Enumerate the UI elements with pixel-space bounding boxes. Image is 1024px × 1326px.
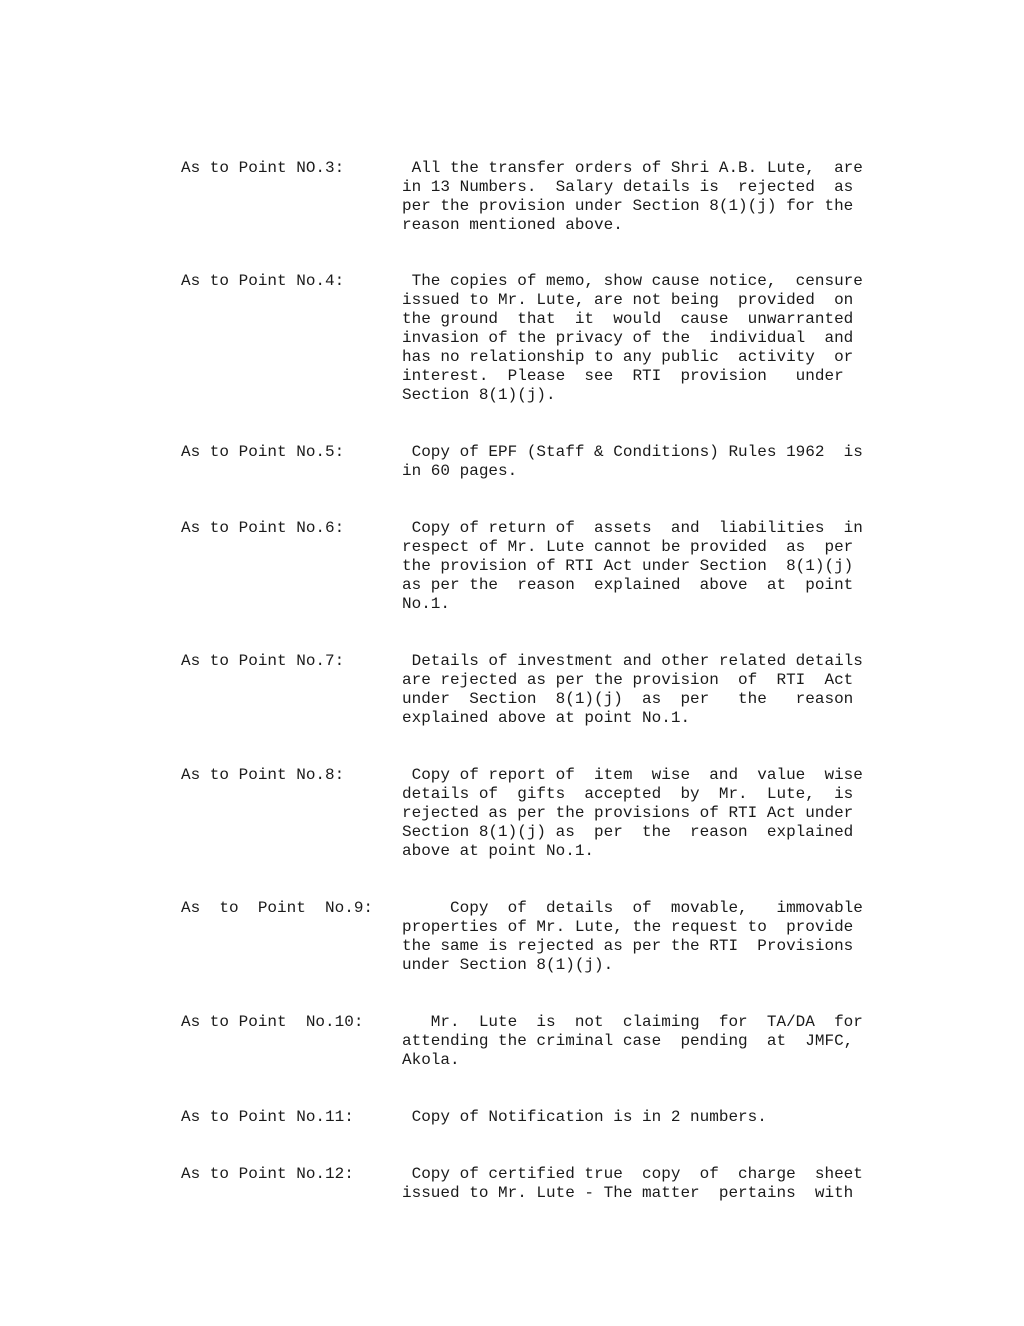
point-label: As to Point No.9: xyxy=(181,899,374,917)
point-response xyxy=(402,272,884,405)
response-line: respect of Mr. Lute cannot be provided as per xyxy=(402,538,854,556)
response-line: in 13 Numbers. Salary details is rejected as xyxy=(402,178,854,196)
response-line: as per the reason explained above at point xyxy=(402,576,854,594)
response-line: in 60 pages. xyxy=(402,462,518,480)
response-line: reason mentioned above. xyxy=(402,216,623,234)
response-line: are rejected as per the provision of RTI Act xyxy=(402,671,854,689)
point-response xyxy=(402,519,884,614)
response-line: details of gifts accepted by Mr. Lute, is xyxy=(402,785,854,803)
response-line: Copy of certified true copy of charge sheet xyxy=(402,1165,863,1183)
point-label: As to Point No.12: xyxy=(181,1165,354,1183)
response-line: rejected as per the provisions of RTI Act under xyxy=(402,804,854,822)
response-line: properties of Mr. Lute, the request to provide xyxy=(402,918,854,936)
point-label: As to Point NO.3: xyxy=(181,159,345,177)
point-response xyxy=(402,1013,884,1070)
response-line: Copy of report of item wise and value wise xyxy=(402,766,863,784)
response-line: per the provision under Section 8(1)(j) for the xyxy=(402,197,854,215)
response-line: explained above at point No.1. xyxy=(402,709,691,727)
response-line: No.1. xyxy=(402,595,451,613)
point-response xyxy=(402,1165,884,1203)
response-line: All the transfer orders of Shri A.B. Lute, are xyxy=(402,159,863,177)
point-response xyxy=(402,652,884,728)
point-response xyxy=(402,766,884,861)
response-line: the provision of RTI Act under Section 8(1)(j) xyxy=(402,557,854,575)
response-line: issued to Mr. Lute - The matter pertains with xyxy=(402,1184,854,1202)
response-line: Section 8(1)(j). xyxy=(402,386,556,404)
point-label: As to Point No.8: xyxy=(181,766,345,784)
point-label: As to Point No.10: xyxy=(181,1013,364,1031)
response-line: under Section 8(1)(j). xyxy=(402,956,614,974)
point-response xyxy=(402,1108,884,1127)
point-label: As to Point No.4: xyxy=(181,272,345,290)
point-label: As to Point No.11: xyxy=(181,1108,354,1126)
response-line: the same is rejected as per the RTI Provisions xyxy=(402,937,854,955)
point-response xyxy=(402,159,884,235)
response-line: interest. Please see RTI provision under xyxy=(402,367,844,385)
response-line: Copy of details of movable, immovable xyxy=(402,899,863,917)
point-label: As to Point No.6: xyxy=(181,519,345,537)
response-line: Copy of return of assets and liabilities in xyxy=(402,519,863,537)
response-line: Mr. Lute is not claiming for TA/DA for xyxy=(402,1013,863,1031)
response-line: Copy of EPF (Staff & Conditions) Rules 1962 is xyxy=(402,443,863,461)
point-response xyxy=(402,443,884,481)
response-line: issued to Mr. Lute, are not being provided on xyxy=(402,291,854,309)
response-line: Akola. xyxy=(402,1051,460,1069)
response-line: invasion of the privacy of the individual and xyxy=(402,329,854,347)
point-label: As to Point No.5: xyxy=(181,443,345,461)
response-line: Section 8(1)(j) as per the reason explained xyxy=(402,823,854,841)
response-line: above at point No.1. xyxy=(402,842,595,860)
response-line: attending the criminal case pending at JMFC, xyxy=(402,1032,854,1050)
response-line: under Section 8(1)(j) as per the reason xyxy=(402,690,854,708)
response-line: The copies of memo, show cause notice, censure xyxy=(402,272,863,290)
point-response xyxy=(402,899,884,975)
response-line: the ground that it would cause unwarranted xyxy=(402,310,854,328)
response-line: Copy of Notification is in 2 numbers. xyxy=(402,1108,767,1126)
response-line: has no relationship to any public activity or xyxy=(402,348,854,366)
response-line: Details of investment and other related details xyxy=(402,652,863,670)
point-label: As to Point No.7: xyxy=(181,652,345,670)
